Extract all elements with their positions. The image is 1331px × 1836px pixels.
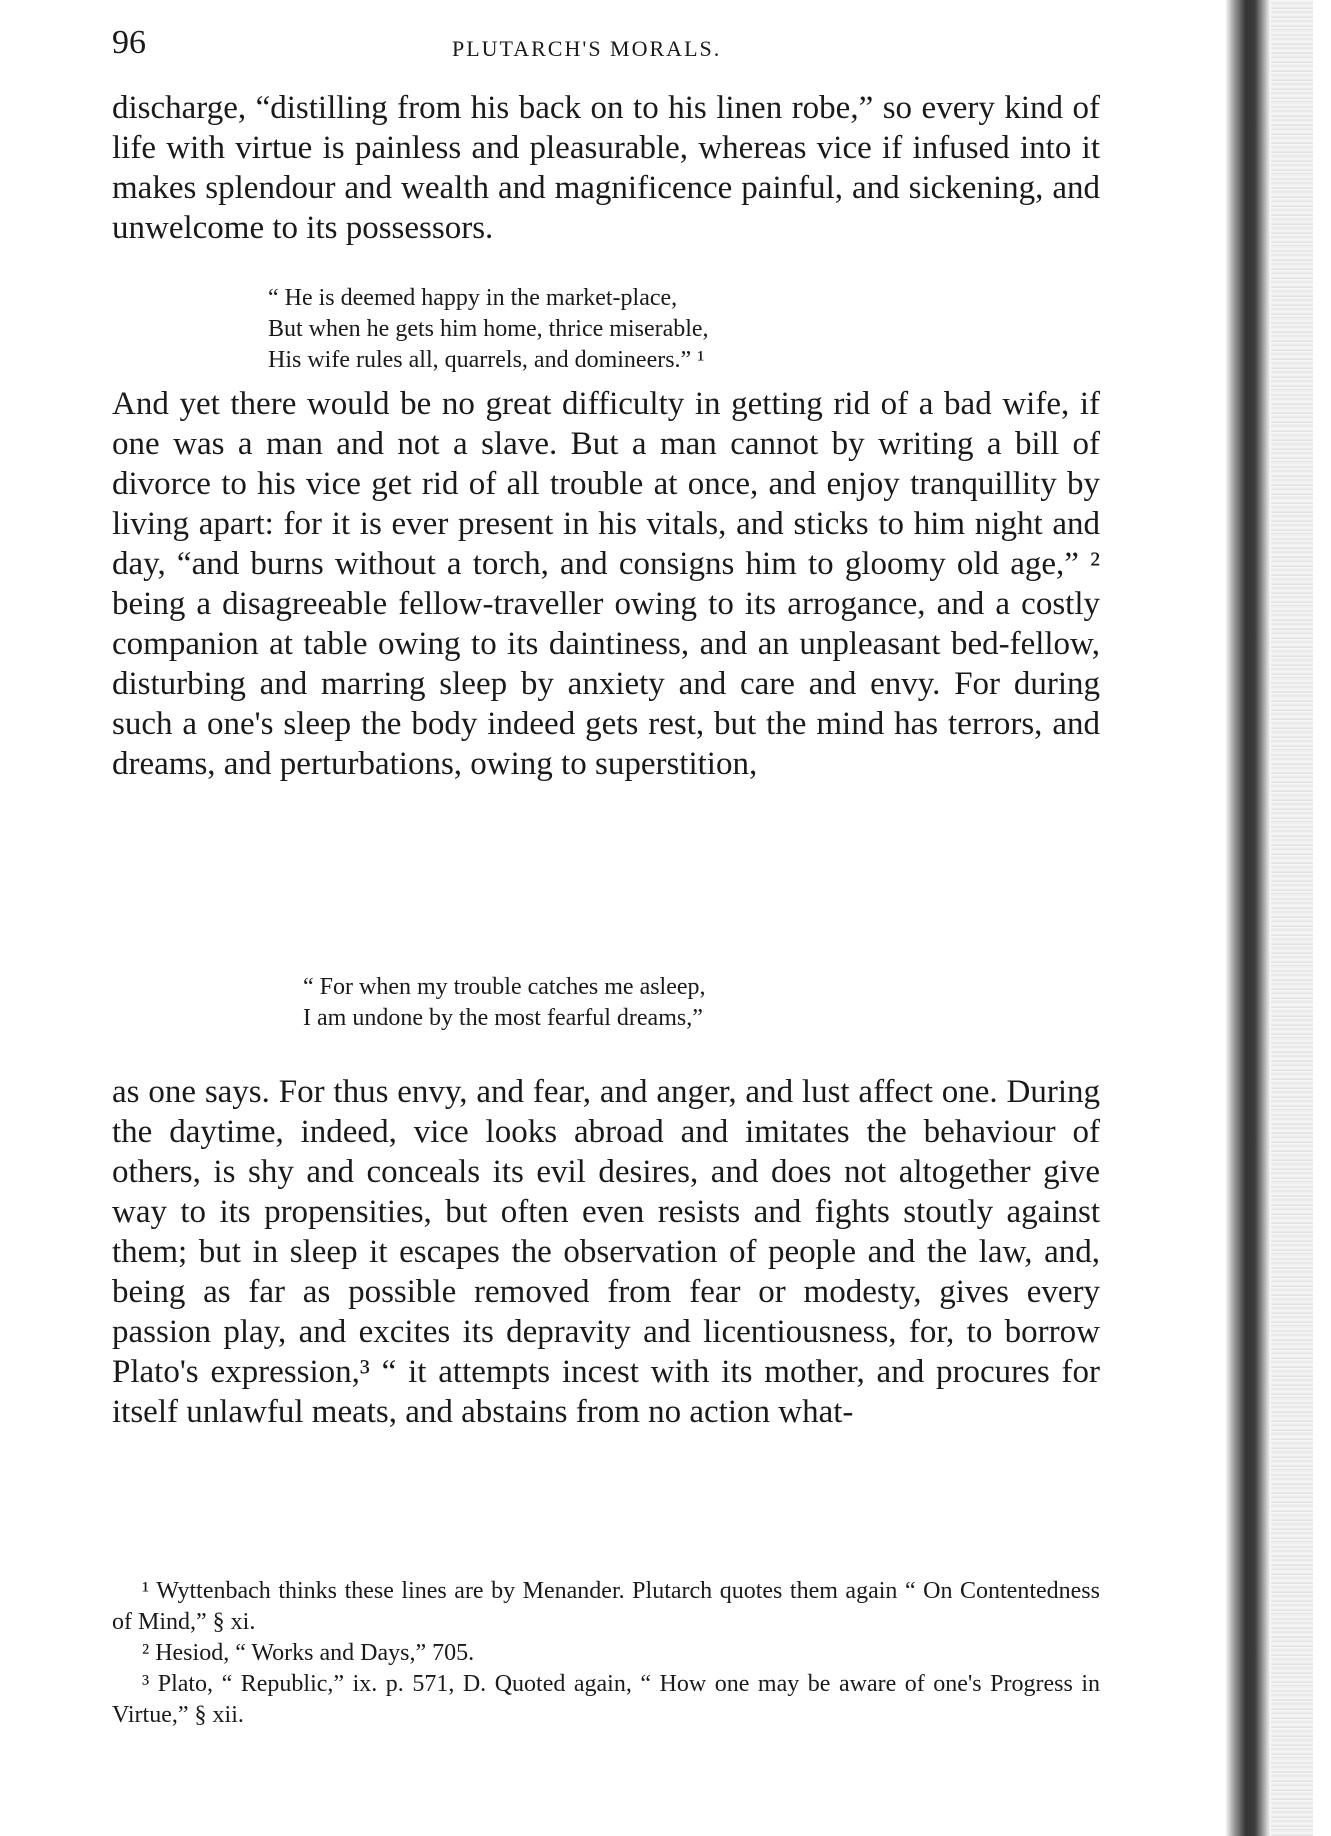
paragraph-2 [112, 384, 1100, 784]
verse-line: But when he gets him home, thrice miserable, [268, 316, 709, 342]
running-title: PLUTARCH'S MORALS. [452, 36, 722, 61]
page-header [112, 24, 1102, 74]
verse-line: His wife rules all, quarrels, and domineers.” ¹ [268, 347, 705, 373]
paragraph-1-text: discharge, “distilling from his back on to his linen robe,” so every kind of life with virtue is painless and pleasurable, whereas vice if infused into it makes splendour and wealth and magnificence painful, and sickening, and unwelcome to its possessors. [112, 90, 1100, 246]
footnote-3: ³ Plato, “ Republic,” ix. p. 571, D. Quoted again, “ How one may be aware of one's Progress in Virtue,” § xii. [112, 1671, 1100, 1728]
verse-quote-1 [268, 283, 709, 376]
paragraph-3 [112, 1072, 1100, 1432]
page-number: 96 [112, 24, 146, 61]
footnotes [112, 1576, 1100, 1731]
verse-line: “ He is deemed happy in the market-place, [268, 285, 678, 311]
binding-shadow [1225, 0, 1271, 1836]
verse-quote-2 [303, 972, 706, 1034]
verse-line: I am undone by the most fearful dreams,” [303, 1005, 703, 1031]
paragraph-2-text: And yet there would be no great difficulty in getting rid of a bad wife, if one was a man and not a slave. But a man cannot by writing a bill of divorce to his vice get rid of all trouble at once, and enjoy tranquillity by living apart: for it is ever present in his vitals, and sticks to him night and day, “and burns without a torch, and consigns him to gloomy old age,” ² being a disagreeable fellow-traveller owing to its arrogance, and a costly companion at table owing to its daintiness, and an unpleasant bed-fellow, disturbing and marring sleep by anxiety and care and envy. For during such a one's sleep the body indeed gets rest, but the mind has terrors, and dreams, and perturbations, owing to superstition, [112, 386, 1100, 782]
paragraph-1 [112, 88, 1100, 248]
verse-line: “ For when my trouble catches me asleep, [303, 974, 706, 1000]
page-edge [1271, 0, 1313, 1836]
footnote-2: ² Hesiod, “ Works and Days,” 705. [142, 1640, 475, 1666]
paragraph-3-text: as one says. For thus envy, and fear, and anger, and lust affect one. During the daytime, indeed, vice looks abroad and imitates the behaviour of others, is shy and conceals its evil desires, and does not altogether give way to its propensities, but often even resists and fights stoutly against them; but in sleep it escapes the observation of people and the law, and, being as far as possible removed from fear or modesty, gives every passion play, and excites its depravity and licentiousness, for, to borrow Plato's expression,³ “ it attempts incest with its mother, and procures for itself unlawful meats, and abstains from no action what- [112, 1074, 1100, 1430]
footnote-1: ¹ Wyttenbach thinks these lines are by Menander. Plutarch quotes them again “ On Contentedness of Mind,” § xi. [112, 1578, 1100, 1635]
